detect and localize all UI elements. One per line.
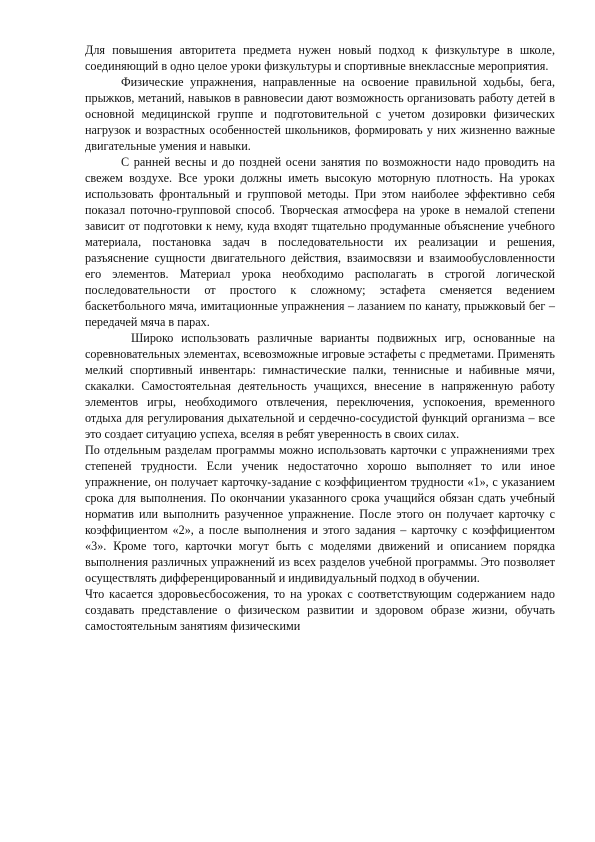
document-page xyxy=(85,42,555,634)
paragraph-exercises: Физические упражнения, направленные на освоение правильной ходьбы, бега, прыжков, метаний, навыков в равновесии дают возможность организовать работу детей в основной медицинской группе и подготовительной с учетом дозировки физических нагрузок и возрастных особенностей школьников, формировать у них жизненно важные двигательные умения и навыки. xyxy=(85,75,555,153)
paragraph-outdoor-lessons: С ранней весны и до поздней осени занятия по возможности надо проводить на свежем воздухе. Все уроки должны иметь высокую моторную плотность. На уроках использовать фронтальный и групповой методы. При этом наиболее эффективно себя показал поточно-групповой способ. Творческая атмосфера на уроке в немалой степени зависит от подготовки к нему, куда входят тщательно продуманные объяснение учебного материала, постановка задач в последовательности их реализации и решения, разъяснение сущности двигательного действия, взаимосвязи и взаимообусловленности его элементов. Материал урока необходимо располагать в строгой логической последовательности от простого к сложному; эстафета сменяется ведением баскетбольного мяча, имитационные упражнения – лазанием по канату, прыжковый бег – передачей мяча в парах. xyxy=(85,155,555,329)
paragraph-health: Что касается здоровьесбосожения, то на уроках с соответствующим содержанием надо создавать представление о физическом развитии и здоровом образе жизни, обучать самостоятельным занятиям физическими xyxy=(85,587,555,633)
paragraph-intro: Для повышения авторитета предмета нужен новый подход к физкультуре в школе, соединяющий в одно целое уроки физкультуры и спортивные внеклассные мероприятия. xyxy=(85,43,555,73)
paragraph-games: Широко использовать различные варианты подвижных игр, основанные на соревновательных элементах, всевозможные игровые эстафеты с предметами. Применять мелкий спортивный инвентарь: гимнастические палки, теннисные и набивные мячи, скакалки. Самостоятельная деятельность учащихся, внесение в напряженную работу элементов игры, необходимого отвлечения, переключения, успокоения, временного отдыха для регулирования дыхательной и сердечно-сосудистой функций организма – все это создает ситуацию успеха, вселяя в ребят уверенность в своих силах. xyxy=(85,331,555,441)
paragraph-cards: По отдельным разделам программы можно использовать карточки с упражнениями трех степеней трудности. Если ученик недостаточно хорошо выполняет то или иное упражнение, он получает карточку-задание с коэффициентом трудности «1», с указанием срока для выполнения. По окончании указанного срока учащийся обязан сдать учебный норматив или выполнить разученное упражнение. После этого он получает карточку с коэффициентом «2», а после выполнения и этого задания – карточку с коэффициентом «3». Кроме того, карточки могут быть с моделями движений и описанием порядка выполнения различных упражнений из всех разделов учебной программы. Это позволяет осуществлять дифференцированный и индивидуальный подход в обучении. xyxy=(85,443,555,585)
